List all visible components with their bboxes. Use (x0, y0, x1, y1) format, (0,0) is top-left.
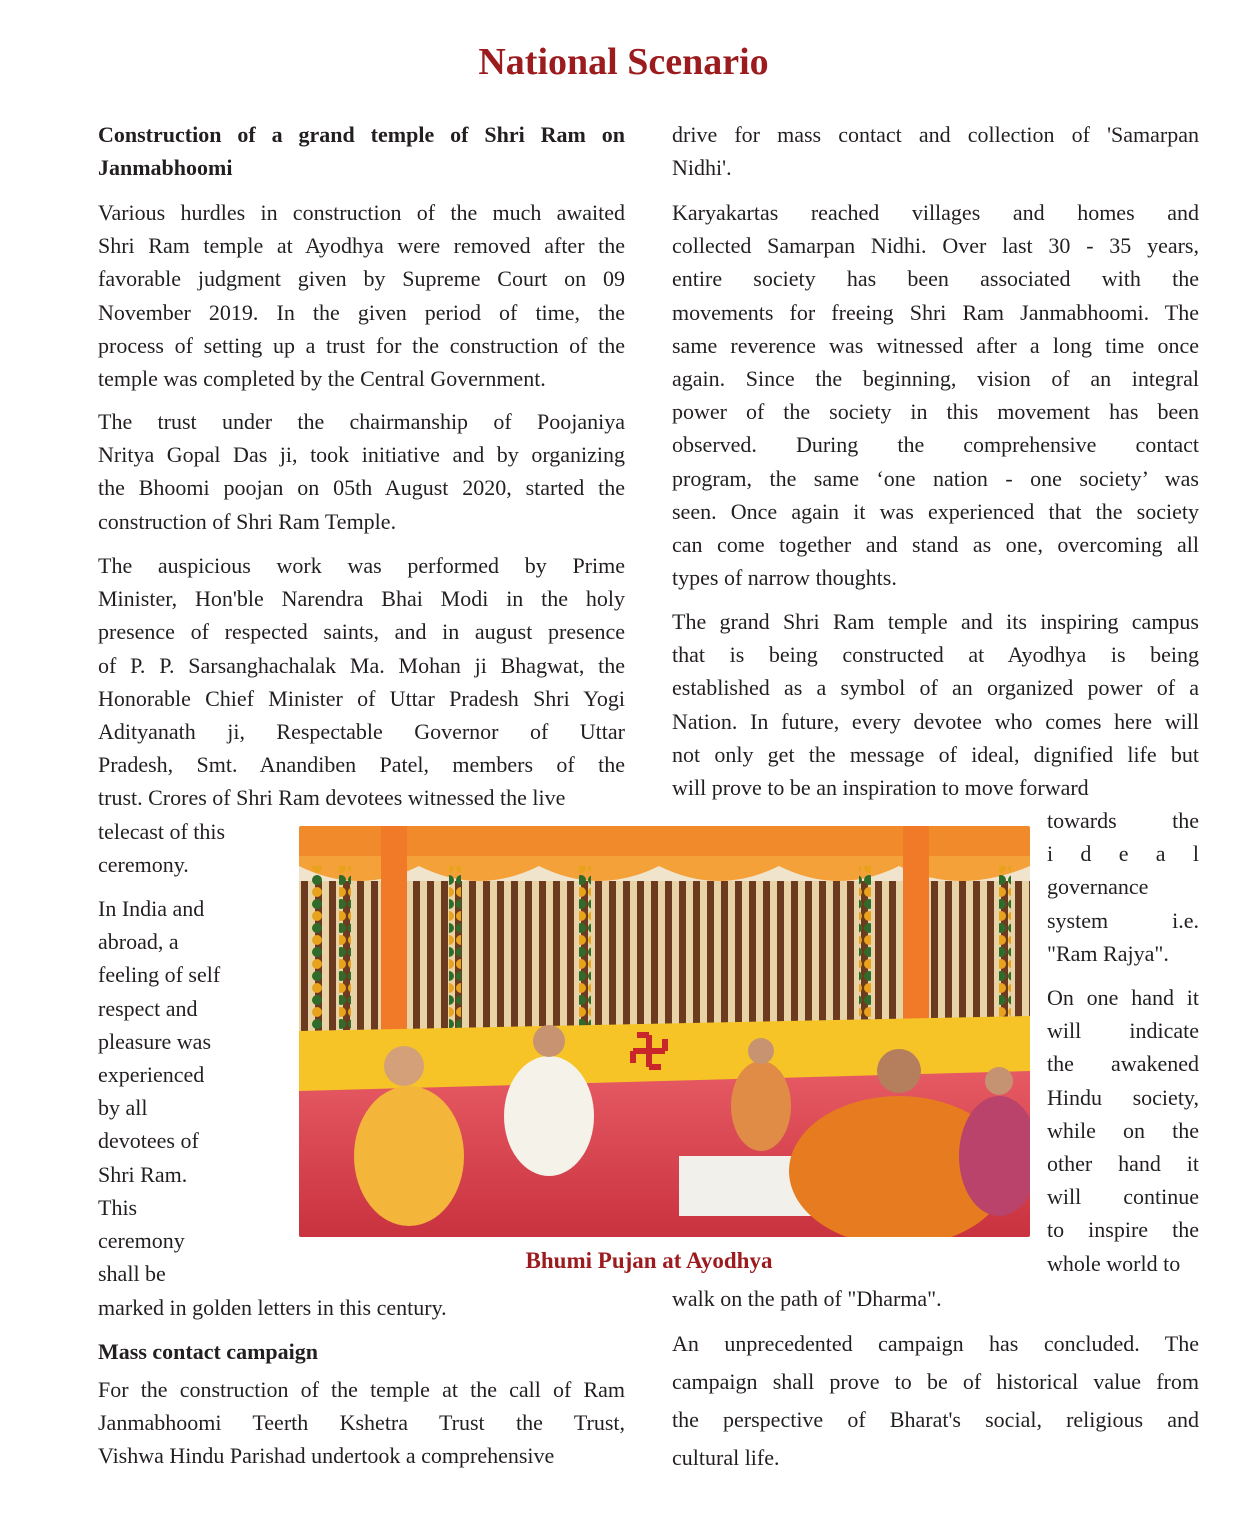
text-line: This (98, 1194, 138, 1220)
text-line: shall be (98, 1261, 166, 1287)
text-line: will indicate (1047, 1018, 1199, 1044)
text-line: types of narrow thoughts. (672, 565, 897, 591)
text-line: presence of respected saints, and in august presence (98, 619, 625, 645)
text-line: ceremony. (98, 852, 189, 878)
text-line: to inspire the (1047, 1217, 1199, 1243)
paragraph-grand-temple (672, 605, 1199, 804)
text-line: For the construction of the temple at the call of Ram (98, 1377, 625, 1402)
text-line: feeling of self (98, 962, 221, 988)
paragraph-auspicious-work-wrap (98, 815, 278, 881)
paragraph-india-abroad (98, 892, 278, 1290)
text-line: devotees of (98, 1128, 199, 1154)
text-line: drive for mass contact and collection of 'Samarpan (672, 122, 1199, 147)
photo-caption: Bhumi Pujan at Ayodhya (525, 1248, 773, 1273)
text-line: Janmabhoomi (98, 155, 233, 181)
text-line: while on the (1047, 1117, 1199, 1143)
text-line: Shri Ram temple at Ayodhya were removed after the (98, 233, 625, 259)
text-line: Vishwa Hindu Parishad undertook a comprehensive (98, 1443, 555, 1469)
paragraph-mass-contact (98, 1373, 625, 1473)
text-line: governance (1047, 874, 1149, 900)
text-line: The trust under the chairmanship of Poojaniya (98, 409, 625, 434)
paragraph-grand-temple-wrap (1047, 804, 1199, 970)
text-line: construction of Shri Ram Temple. (98, 508, 397, 534)
text-line: favorable judgment given by Supreme Court on 09 (98, 266, 625, 292)
text-line: "Ram Rajya". (1047, 940, 1169, 966)
paragraph-drive (672, 118, 1199, 184)
text-line: that is being constructed at Ayodhya is being (672, 642, 1199, 668)
text-line: other hand it (1047, 1151, 1199, 1177)
text-line: campaign shall prove to be of historical value from (672, 1369, 1199, 1394)
text-line: temple was completed by the Central Government. (98, 366, 546, 392)
text-line: In India and (98, 896, 205, 921)
text-line: cultural life. (672, 1445, 780, 1470)
text-line: the Bhoomi poojan on 05th August 2020, started the (98, 475, 625, 501)
text-line: Karyakartas reached villages and homes and (672, 200, 1199, 225)
text-line: abroad, a (98, 929, 179, 955)
ceremony-photo (299, 826, 1030, 1237)
text-line: telecast of this (98, 819, 226, 844)
text-line: of P. P. Sarsanghachalak Ma. Mohan ji Bhagwat, the (98, 652, 625, 678)
text-line: Minister, Hon'ble Narendra Bhai Modi in the holy (98, 586, 625, 612)
text-line: established as a symbol of an organized power of a (672, 675, 1199, 701)
text-line: pleasure was (98, 1028, 212, 1054)
paragraph-one-hand (1047, 981, 1199, 1280)
text-line: Construction of a grand temple of Shri Ram on (98, 122, 625, 147)
text-line: the awakened (1047, 1051, 1199, 1077)
paragraph-one-hand-last-line: walk on the path of "Dharma". (672, 1286, 942, 1311)
paragraph-karyakartas (672, 196, 1199, 594)
text-line: again. Since the beginning, vision of an integral (672, 366, 1199, 392)
text-line: The grand Shri Ram temple and its inspiring campus (672, 609, 1199, 634)
text-line: The auspicious work was performed by Prime (98, 553, 625, 578)
text-line: Pradesh, Smt. Anandiben Patel, members of the (98, 752, 625, 778)
text-line: process of setting up a trust for the construction of the (98, 332, 625, 358)
text-line: entire society has been associated with the (672, 266, 1199, 292)
section-heading-mass-contact: Mass contact campaign (98, 1339, 318, 1364)
text-line: Nation. In future, every devotee who comes here will (672, 708, 1199, 734)
text-line: Nritya Gopal Das ji, took initiative and by organizing (98, 442, 625, 468)
paragraph-unprecedented-campaign (672, 1325, 1199, 1477)
text-line: the perspective of Bharat's social, religious and (672, 1407, 1199, 1432)
section-heading-construction (98, 118, 625, 184)
text-line: i d e a l (1047, 841, 1199, 867)
text-line: Honorable Chief Minister of Uttar Pradesh Shri Yogi (98, 685, 625, 711)
text-line: respect and (98, 995, 198, 1021)
paragraph-trust (98, 405, 625, 538)
text-line: by all (98, 1095, 148, 1121)
text-line: On one hand it (1047, 985, 1199, 1010)
text-line: Shri Ram. (98, 1161, 188, 1187)
text-line: ceremony (98, 1228, 185, 1254)
text-line: seen. Once again it was experienced that the society (672, 498, 1199, 524)
text-line: whole world to (1047, 1250, 1181, 1276)
text-line: Various hurdles in construction of the much awaited (98, 200, 625, 225)
text-line: same reverence was witnessed after a long time once (672, 332, 1199, 358)
text-line: movements for freeing Shri Ram Janmabhoomi. The (672, 299, 1199, 325)
page-title: National Scenario (478, 41, 769, 83)
text-line: Nidhi'. (672, 155, 732, 181)
text-line: Adityanath ji, Respectable Governor of Uttar (98, 719, 625, 745)
text-line: can come together and stand as one, overcoming all (672, 532, 1199, 558)
text-line: An unprecedented campaign has concluded. The (672, 1331, 1199, 1356)
text-line: trust. Crores of Shri Ram devotees witnessed the live (98, 785, 566, 811)
text-line: collected Samarpan Nidhi. Over last 30 - 35 years, (672, 233, 1199, 259)
text-line: will prove to be an inspiration to move forward (672, 775, 1089, 801)
text-line: November 2019. In the given period of time, the (98, 299, 625, 325)
text-line: not only get the message of ideal, dignified life but (672, 741, 1199, 767)
paragraph-auspicious-work (98, 549, 625, 815)
text-line: program, the same ‘one nation - one society’ was (672, 465, 1199, 491)
text-line: power of the society in this movement has been (672, 399, 1199, 425)
text-line: will continue (1047, 1184, 1199, 1210)
text-line: system i.e. (1047, 907, 1199, 933)
text-line: towards the (1047, 808, 1199, 833)
text-line: observed. During the comprehensive contact (672, 432, 1199, 458)
text-line: Hindu society, (1047, 1084, 1199, 1110)
paragraph-hurdles (98, 196, 625, 395)
paragraph-india-abroad-last-line: marked in golden letters in this century. (98, 1295, 447, 1320)
text-line: experienced (98, 1062, 205, 1088)
text-line: Janmabhoomi Teerth Kshetra Trust the Trust, (98, 1410, 625, 1436)
